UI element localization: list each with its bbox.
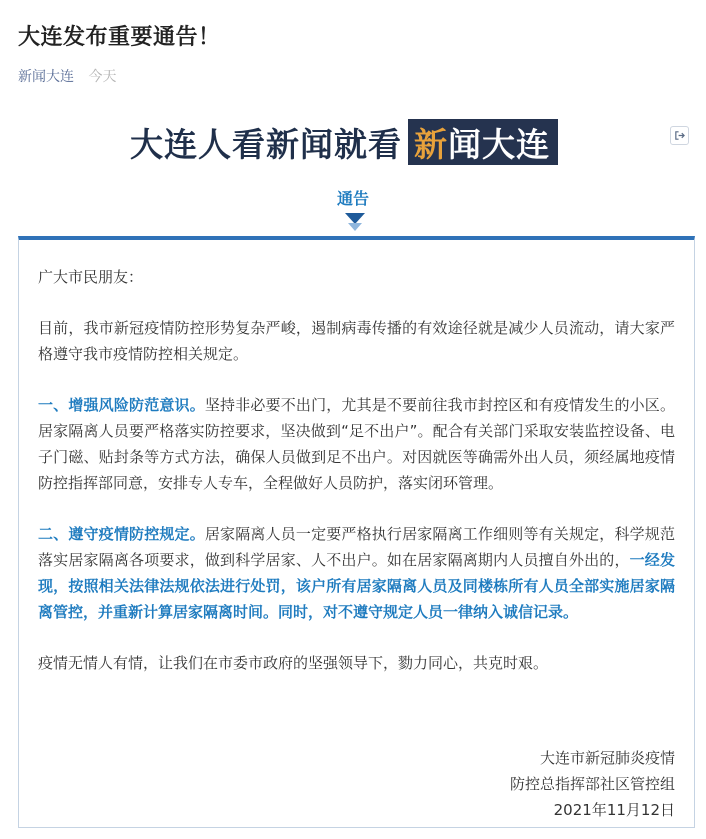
header-banner: [130, 118, 558, 166]
notice-box: [18, 236, 695, 828]
article-meta: [18, 66, 116, 86]
notice-content: [38, 264, 675, 701]
article-title: 大连发布重要通告！: [18, 25, 221, 50]
section-2-heading: 二、遵守疫情防控规定。: [38, 525, 205, 543]
exit-icon[interactable]: [670, 126, 689, 145]
banner-slogan: 大连人看新闻就看: [130, 124, 402, 164]
closing-paragraph: 疫情无情人有情，让我们在市委市政府的坚强领导下，勠力同心，共克时艰。: [38, 654, 549, 672]
triangle-down-shadow-icon: [348, 223, 362, 231]
brand-logo-first-char: 新: [414, 124, 448, 164]
signature-line-2: 防控总指挥部社区管控组: [509, 775, 675, 793]
section-1-paragraph: [38, 392, 675, 496]
section-1-heading: 一、增强风险防范意识。: [38, 396, 205, 414]
brand-logo: [408, 119, 558, 165]
notice-label: 通告: [336, 189, 369, 208]
section-2-paragraph: [38, 521, 675, 625]
section-2-highlight: 一经发现，按照相关法律法规依法进行处罚，该户所有居家隔离人员及同楼栋所有人员全部实施居家隔离管控，并重新计算居家隔离时间。同时，对不遵守规定人员一律纳入诚信记录。: [38, 551, 675, 621]
greeting: 广大市民朋友：: [38, 268, 144, 286]
signature-block: [510, 745, 675, 823]
signature-line-1: 大连市新冠肺炎疫情: [539, 749, 675, 767]
section-1-body: 坚持非必要不出门，尤其是不要前往我市封控区和有疫情发生的小区。居家隔离人员要严格落实防控要求，坚决做到“足不出户”。配合有关部门采取安装监控设备、电子门磁、贴封条等方式方法，确保人员做到足不出户。对因就医等确需外出人员，须经属地疫情防控指挥部同意，安排专人专车，全程做好人员防护，落实闭环管理。: [38, 396, 675, 492]
signature-date: 2021年11月12日: [553, 801, 675, 819]
author-link[interactable]: 新闻大连: [18, 69, 74, 85]
section-2-body: 居家隔离人员一定要严格执行居家隔离工作细则等有关规定，科学规范落实居家隔离各项要求，做到科学居家、人不出户。如在居家隔离期内人员擅自外出的，: [38, 525, 675, 569]
brand-logo-rest: 闻大连: [448, 124, 550, 164]
intro-paragraph: 目前，我市新冠疫情防控形势复杂严峻，遏制病毒传播的有效途径就是减少人员流动，请大家严格遵守我市疫情防控相关规定。: [38, 319, 675, 363]
publish-time: 今天: [88, 69, 117, 85]
exit-icon-glyph: [674, 130, 685, 141]
